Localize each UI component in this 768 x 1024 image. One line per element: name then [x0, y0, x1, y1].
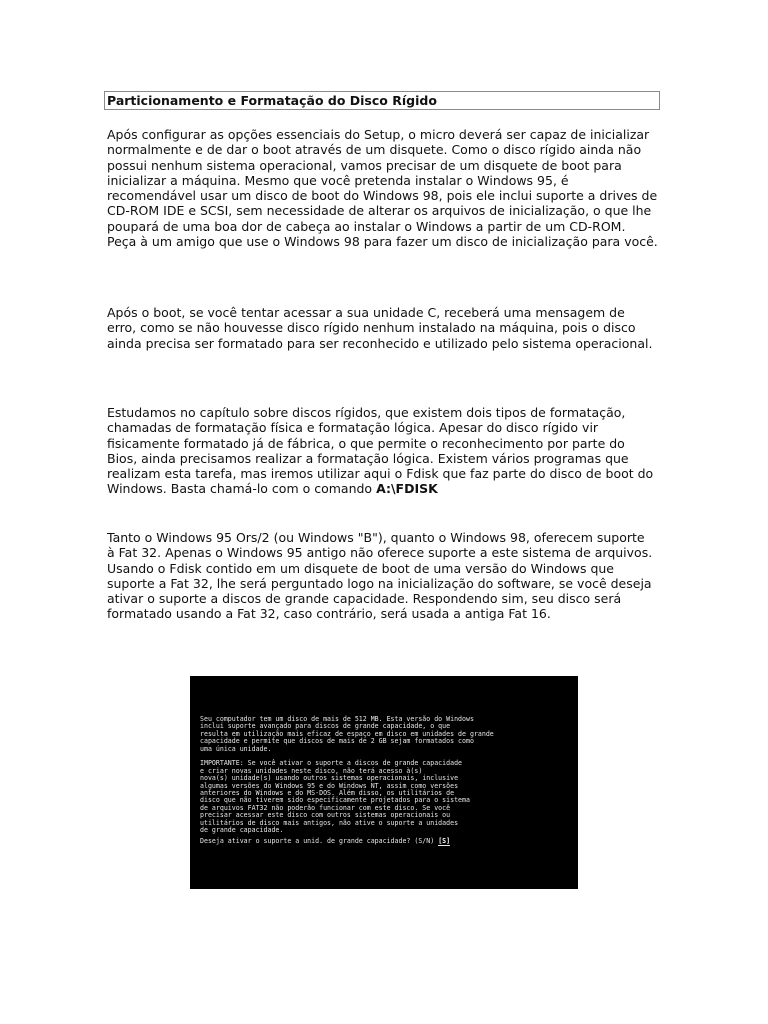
text-line: suporte a Fat 32, lhe será perguntado logo na inicialização do software, se você deseja: [107, 575, 652, 591]
fdisk-command: A:\FDISK: [376, 481, 438, 497]
text-line: erro, como se não houvesse disco rígido nenhum instalado na máquina, pois o disco: [107, 320, 636, 336]
text-line: ainda precisa ser formatado para ser reconhecido e utilizado pelo sistema operacional.: [107, 335, 653, 351]
fdisk-dos-screenshot: [190, 676, 578, 889]
text-line: normalmente e de dar o boot através de um disquete. Como o disco rígido ainda não: [107, 142, 642, 158]
text-line: formatado usando a Fat 32, caso contrário, será usada a antiga Fat 16.: [107, 606, 551, 622]
document-title: Particionamento e Formatação do Disco Rígido: [104, 91, 660, 110]
text-line: chamadas de formatação física e formatação lógica. Apesar do disco rígido vir: [107, 420, 599, 436]
text-line: Bios, ainda precisamos realizar a formatação lógica. Existem vários programas que: [107, 450, 629, 466]
text-segment: Windows. Basta chamá-lo com o comando: [107, 481, 377, 497]
text-line: Estudamos no capítulo sobre discos rígidos, que existem dois tipos de formatação,: [107, 405, 626, 420]
text-line: inicializar a máquina. Mesmo que você pretenda instalar o Windows 95, é: [107, 172, 569, 188]
text-line: ativar o suporte a discos de grande capacidade. Respondendo sim, seu disco será: [107, 591, 622, 607]
text-line: Após configurar as opções essenciais do Setup, o micro deverá ser capaz de inicializar: [107, 127, 650, 142]
paragraph-fat32: [107, 530, 673, 622]
text-line: realizam esta tarefa, mas iremos utilizar aqui o Fdisk que faz parte do disco de boot do: [107, 466, 654, 482]
text-line: fisicamente formatado já de fábrica, o que permite o reconhecimento por parte do: [107, 435, 625, 451]
dos-line: de arquivos FAT32 não poderão funcionar com este disco. Se você: [200, 803, 451, 812]
paragraph-formatting-types: [107, 405, 673, 497]
dos-line: capacidade e permite que discos de mais de 2 GB sejam formatados como: [200, 737, 474, 746]
text-line: Tanto o Windows 95 Ors/2 (ou Windows "B"), quanto o Windows 98, oferecem suporte: [107, 530, 645, 545]
dos-line: Seu computador tem um disco de mais de 512 MB. Esta versão do Windows: [200, 715, 474, 723]
dos-line: disco que não tiverem sido especificamente projetados para o sistema: [200, 796, 470, 805]
text-line: possui nenhum sistema operacional, vamos precisar de um disquete de boot para: [107, 157, 622, 173]
dos-line: nova(s) unidade(s) usando outros sistemas operacionais, inclusive: [200, 774, 459, 783]
dos-line: inclui suporte avançado para discos de grande capacidade, o que: [200, 722, 451, 731]
text-line: poupará de uma boa dor de cabeça ao instalar o Windows a partir de um CD-ROM.: [107, 218, 626, 234]
dos-line: utilitários de disco mais antigos, não ative o suporte a unidades: [200, 818, 459, 827]
paragraph-drive-c-error: [107, 305, 673, 351]
paragraph-setup-boot: [107, 127, 673, 249]
dos-line: resulta em utilização mais eficaz de espaço em disco em unidades de grande: [200, 729, 494, 738]
text-line: CD-ROM IDE e SCSI, sem necessidade de alterar os arquivos de inicialização, o que lhe: [107, 203, 652, 219]
text-line: Peça à um amigo que use o Windows 98 para fazer um disco de inicialização para você.: [107, 234, 658, 250]
dos-line: uma única unidade.: [200, 744, 272, 753]
dos-prompt: Deseja ativar o suporte a unid. de grande capacidade? (S/N): [200, 837, 439, 846]
text-line: recomendável usar um disco de boot do Windows 98, pois ele inclui suporte a drives de: [107, 188, 658, 204]
text-line-with-command: [107, 481, 673, 496]
dos-answer: [S]: [438, 837, 451, 846]
dos-line: precisar acessar este disco com outros sistemas operacionais ou: [200, 811, 451, 820]
text-line: Após o boot, se você tentar acessar a sua unidade C, receberá uma mensagem de: [107, 305, 625, 320]
dos-line: anteriores do Windows e do MS-DOS. Além disso, os utilitários de: [200, 789, 455, 798]
dos-line: IMPORTANTE: Se você ativar o suporte a discos de grande capacidade: [200, 759, 463, 768]
dos-line: algumas versões do Windows 95 e do Windows NT, assim como versões: [200, 781, 459, 790]
text-line: à Fat 32. Apenas o Windows 95 antigo não oferece suporte a este sistema de arquivos.: [107, 545, 653, 561]
dos-line: e criar novas unidades neste disco, não terá acesso à(s): [200, 766, 423, 775]
dos-prompt-line: [200, 838, 578, 845]
dos-line: de grande capacidade.: [200, 826, 284, 835]
text-line: Usando o Fdisk contido em um disquete de boot de uma versão do Windows que: [107, 560, 614, 576]
